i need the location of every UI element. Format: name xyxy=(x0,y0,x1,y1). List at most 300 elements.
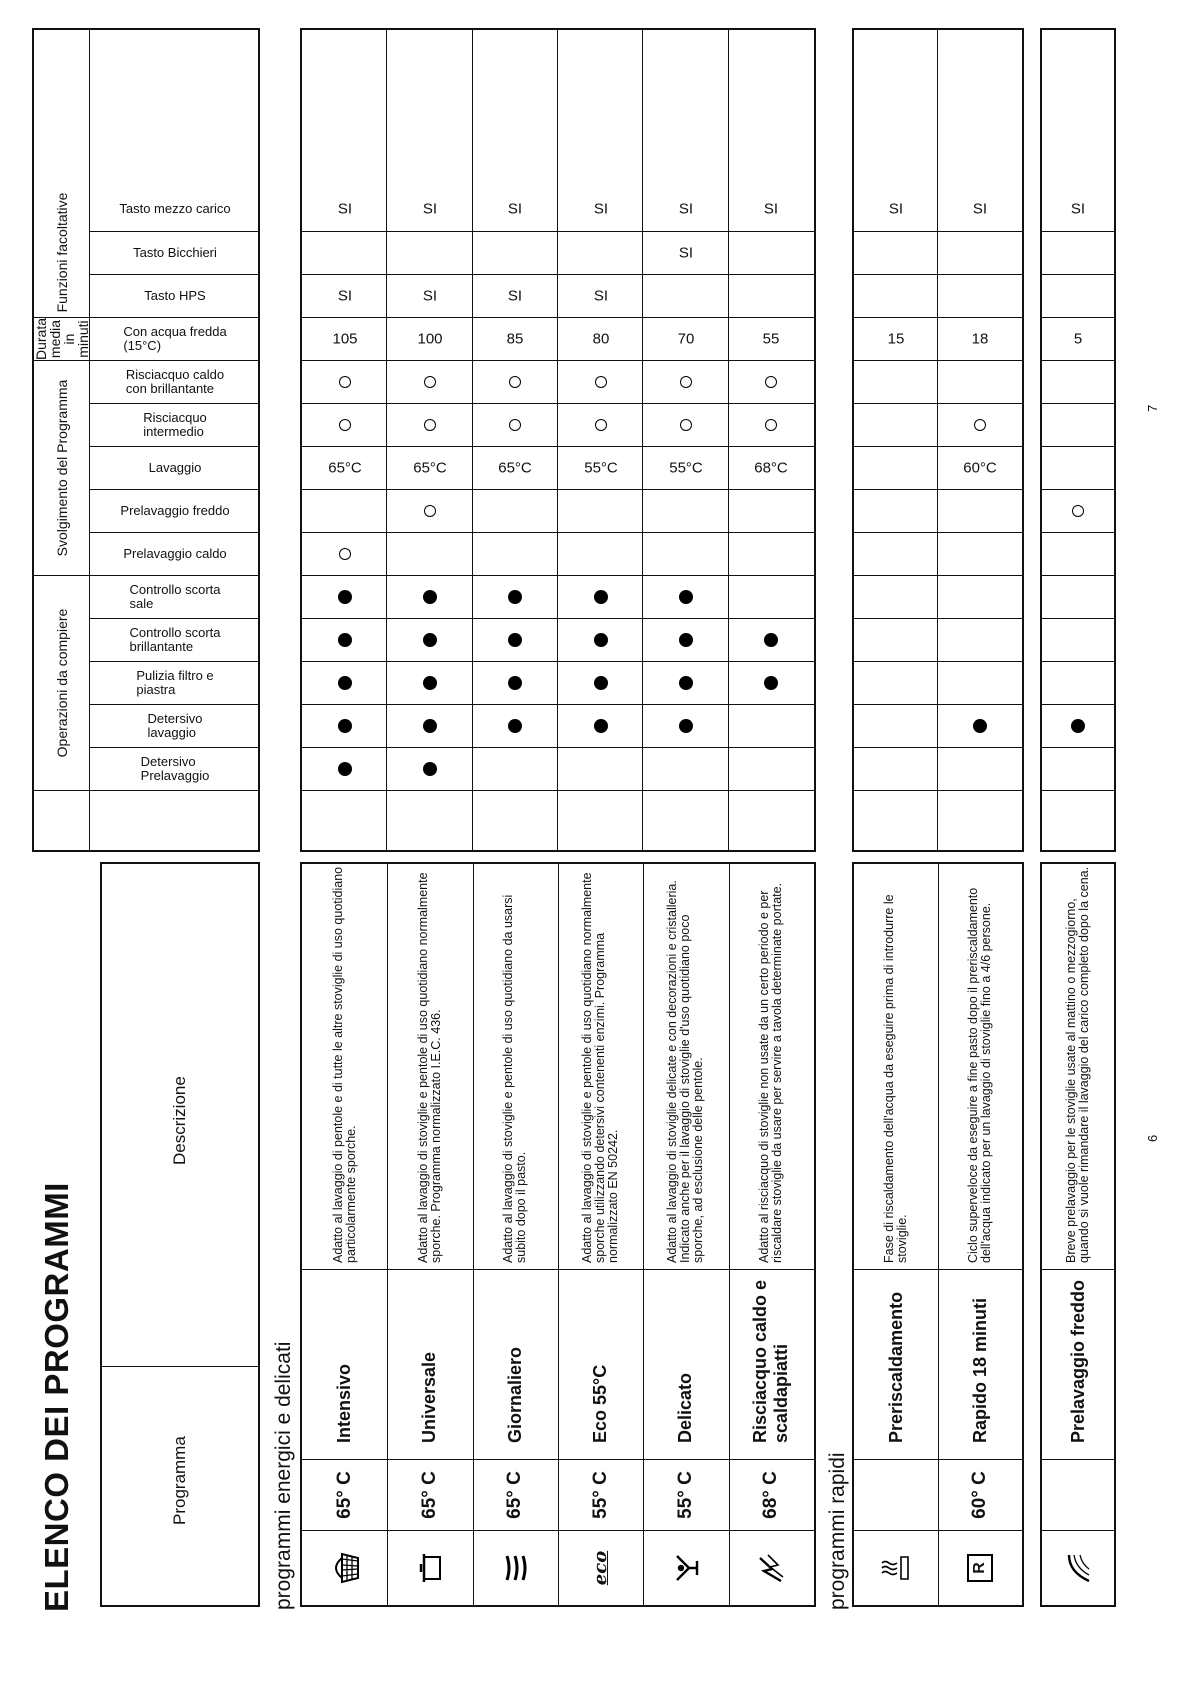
grid-cell xyxy=(643,618,728,661)
grid-cell-value: SI xyxy=(508,201,523,218)
grid-cell xyxy=(387,575,472,618)
section-title-energici: programmi energici e delicati xyxy=(272,1341,295,1610)
grid-cell xyxy=(387,317,472,360)
grid-cell-value: SI xyxy=(972,201,988,218)
grid-cell xyxy=(854,274,938,317)
grid-blank-cell xyxy=(1042,790,1114,850)
grid-cell xyxy=(473,446,558,489)
open-circle-icon xyxy=(424,376,436,388)
program-name: Delicato xyxy=(675,1372,696,1443)
grid-cell xyxy=(854,403,938,446)
grid-cell xyxy=(643,274,728,317)
grid-cell xyxy=(854,532,938,575)
grid-cell-value: SI xyxy=(764,201,779,218)
grid-cell xyxy=(1042,532,1114,575)
glass-icon xyxy=(643,1531,728,1605)
grid-cell xyxy=(643,231,728,274)
grid-cell xyxy=(938,188,1022,231)
grid-blank-cell xyxy=(938,790,1022,850)
grid-cell xyxy=(938,575,1022,618)
grid-cell-value: 105 xyxy=(332,330,358,348)
grid-blank-cell xyxy=(729,790,814,850)
program-name: Risciacquo caldo e scaldapiatti xyxy=(750,1279,792,1443)
filled-dot-icon xyxy=(679,633,693,647)
grid-cell xyxy=(643,532,728,575)
program-temperature: 55° C xyxy=(643,1459,728,1531)
grid-cell xyxy=(1042,403,1114,446)
filled-dot-icon xyxy=(764,633,778,647)
grid-cell xyxy=(387,747,472,790)
preheat-icon xyxy=(854,1531,938,1605)
header-blank-col xyxy=(89,790,260,850)
program-description: Adatto al lavaggio di stoviglie e pentole di uso quotidiano normalmente sporche. Programma normalizzato I.E.C. 436. xyxy=(387,860,472,1270)
grid-row xyxy=(729,30,814,850)
grid-cell xyxy=(854,360,938,403)
grid-cell xyxy=(558,661,643,704)
grid-cell xyxy=(1042,274,1114,317)
column-header xyxy=(89,317,260,360)
program-temperature: 65° C xyxy=(473,1459,558,1531)
filled-dot-icon xyxy=(338,676,352,690)
program-temperature xyxy=(1042,1459,1114,1531)
grid-cell xyxy=(854,188,938,231)
grid-cell-value: SI xyxy=(337,287,352,305)
header-group: Durata media in minuti xyxy=(32,317,91,361)
grid-cell xyxy=(473,661,558,704)
grid-cell xyxy=(854,618,938,661)
grid-cell xyxy=(558,231,643,274)
program-temperature: 65° C xyxy=(302,1459,387,1531)
grid-cell xyxy=(643,704,728,747)
filled-dot-icon xyxy=(594,590,608,604)
grid-cell xyxy=(302,403,387,446)
filled-dot-icon xyxy=(338,633,352,647)
filled-dot-icon xyxy=(764,676,778,690)
column-header xyxy=(89,618,260,661)
grid-cell xyxy=(387,489,472,532)
grid-cell-value: SI xyxy=(422,201,438,218)
grid-cell-value: 55°C xyxy=(669,459,703,477)
header-group: Operazioni da compiere xyxy=(34,575,89,790)
grid-cell xyxy=(473,317,558,360)
open-circle-icon xyxy=(509,419,521,431)
grid-cell-value: 55°C xyxy=(583,459,618,477)
grid-cell xyxy=(854,446,938,489)
grid-cell xyxy=(387,446,472,489)
program-description: Adatto al lavaggio di pentole e di tutte le altre stoviglie di uso quotidiano particolarmente sporche. xyxy=(302,860,387,1270)
grid-cell-value: SI xyxy=(337,201,352,218)
grid-cell xyxy=(302,231,387,274)
grid-cell xyxy=(938,446,1022,489)
open-circle-icon xyxy=(974,419,986,431)
grid-group-rapidi xyxy=(852,28,1024,852)
grid-cell xyxy=(473,575,558,618)
waves-icon xyxy=(473,1531,558,1605)
filled-dot-icon xyxy=(508,676,522,690)
grid-blank-cell xyxy=(558,790,643,850)
grid-cell-value: SI xyxy=(678,244,694,262)
grid-cell xyxy=(729,231,814,274)
grid-cell xyxy=(473,704,558,747)
grid-cell xyxy=(387,704,472,747)
grid-cell xyxy=(558,188,643,231)
eco-icon xyxy=(558,1531,643,1605)
page-title: ELENCO DEI PROGRAMMI xyxy=(38,1182,75,1612)
section-title-rapidi: programmi rapidi xyxy=(826,1452,849,1610)
filled-dot-icon xyxy=(338,762,352,776)
grid-cell xyxy=(854,747,938,790)
open-circle-icon xyxy=(339,548,351,560)
grid-cell xyxy=(729,489,814,532)
grid-cell xyxy=(1042,704,1114,747)
grid-cell xyxy=(729,661,814,704)
grid-cell-value: 65°C xyxy=(498,459,533,477)
grid-cell xyxy=(729,403,814,446)
grid-cell-value: SI xyxy=(678,201,694,218)
column-header xyxy=(89,575,260,618)
filled-dot-icon xyxy=(594,676,608,690)
grid-cell xyxy=(854,575,938,618)
column-header xyxy=(89,188,260,231)
grid-cell xyxy=(302,575,387,618)
grid-cell xyxy=(643,446,728,489)
program-temperature: 65° C xyxy=(387,1459,472,1531)
grid-cell-value: SI xyxy=(593,287,608,305)
column-header xyxy=(89,446,260,489)
program-description: Adatto al lavaggio di stoviglie e pentole di uso quotidiano normalmente sporche utilizzando detersivi contenenti enzimi. Programma normalizzato EN 50242. xyxy=(558,860,643,1270)
program-group-rapidi xyxy=(852,862,1024,1607)
program-temperature xyxy=(854,1459,938,1531)
filled-dot-icon xyxy=(594,719,608,733)
grid-cell-value: 60°C xyxy=(963,459,997,477)
filled-dot-icon xyxy=(679,590,693,604)
grid-row xyxy=(387,30,472,850)
grid-cell xyxy=(302,274,387,317)
grid-cell-value: 68°C xyxy=(754,459,789,477)
open-circle-icon xyxy=(680,376,692,388)
grid-cell xyxy=(558,575,643,618)
column-header xyxy=(89,704,260,747)
open-circle-icon xyxy=(765,419,777,431)
open-circle-icon xyxy=(424,419,436,431)
grid-cell xyxy=(473,489,558,532)
filled-dot-icon xyxy=(508,719,522,733)
column-header xyxy=(89,274,260,317)
grid-blank-cell xyxy=(643,790,728,850)
grid-row xyxy=(854,30,938,850)
filled-dot-icon xyxy=(423,633,437,647)
header-blank-cell xyxy=(34,790,89,850)
grid-cell xyxy=(473,403,558,446)
shower-icon xyxy=(1042,1531,1114,1605)
grid-cell-value: SI xyxy=(593,201,608,218)
grid-blank-cell xyxy=(302,790,387,850)
grid-cell-value: 15 xyxy=(887,330,905,348)
right-header xyxy=(32,28,260,852)
program-row xyxy=(387,864,473,1605)
program-description: Adatto al risciacquo di stoviglie non usate da un certo periodo e per riscaldare stoviglie da usare per servire a tavola determinate portate. xyxy=(729,860,814,1270)
column-header xyxy=(89,403,260,446)
grid-cell xyxy=(1042,446,1114,489)
grid-cell-value: 80 xyxy=(592,330,609,348)
open-circle-icon xyxy=(680,419,692,431)
filled-dot-icon xyxy=(423,676,437,690)
column-header xyxy=(89,231,260,274)
grid-cell xyxy=(387,274,472,317)
grid-cell-value: SI xyxy=(888,201,904,218)
grid-cell xyxy=(302,446,387,489)
column-header-label: Detersivo Prelavaggio xyxy=(140,754,209,783)
grid-row xyxy=(643,30,728,850)
filled-dot-icon xyxy=(1071,719,1085,733)
grid-cell xyxy=(473,188,558,231)
program-group-freddo xyxy=(1040,862,1116,1607)
program-row xyxy=(854,864,939,1605)
program-row xyxy=(938,864,1022,1605)
grid-cell xyxy=(1042,575,1114,618)
page-number-left: 6 xyxy=(1145,1134,1160,1142)
grid-cell-value: 100 xyxy=(417,330,443,348)
grid-cell xyxy=(643,747,728,790)
grid-row xyxy=(558,30,643,850)
open-circle-icon xyxy=(509,376,521,388)
grid-cell xyxy=(643,489,728,532)
program-row xyxy=(1042,864,1114,1605)
filled-dot-icon xyxy=(338,719,352,733)
column-header xyxy=(89,532,260,575)
grid-row xyxy=(473,30,558,850)
header-programma: Programma xyxy=(170,1436,189,1525)
grid-cell xyxy=(729,532,814,575)
grid-cell xyxy=(1042,231,1114,274)
basket-icon xyxy=(302,1531,387,1605)
grid-cell xyxy=(938,231,1022,274)
grid-cell xyxy=(729,446,814,489)
grid-cell xyxy=(473,532,558,575)
filled-dot-icon xyxy=(679,676,693,690)
grid-cell xyxy=(1042,747,1114,790)
program-name: Intensivo xyxy=(334,1363,355,1443)
grid-cell xyxy=(729,747,814,790)
grid-blank-cell xyxy=(854,790,938,850)
column-header xyxy=(89,661,260,704)
grid-cell xyxy=(854,661,938,704)
grid-cell xyxy=(729,274,814,317)
grid-cell xyxy=(643,360,728,403)
grid-cell-value: 18 xyxy=(971,330,989,348)
grid-cell xyxy=(302,360,387,403)
grid-cell xyxy=(558,489,643,532)
grid-cell xyxy=(938,704,1022,747)
grid-cell xyxy=(643,661,728,704)
open-circle-icon xyxy=(595,376,607,388)
filled-dot-icon xyxy=(423,762,437,776)
grid-cell xyxy=(473,618,558,661)
column-header-label: Lavaggio xyxy=(148,460,201,475)
grid-cell xyxy=(938,489,1022,532)
filled-dot-icon xyxy=(508,590,522,604)
grid-cell xyxy=(473,274,558,317)
filled-dot-icon xyxy=(594,633,608,647)
grid-cell-value: 65°C xyxy=(413,459,447,477)
program-name: Eco 55°C xyxy=(590,1364,611,1443)
filled-dot-icon xyxy=(423,719,437,733)
grid-cell xyxy=(1042,317,1114,360)
column-header-label: Detersivo lavaggio xyxy=(147,711,202,740)
grid-cell xyxy=(938,274,1022,317)
column-header-label: Prelavaggio caldo xyxy=(122,546,227,561)
grid-cell xyxy=(558,317,643,360)
grid-cell xyxy=(473,747,558,790)
column-header-label: Pulizia filtro e piastra xyxy=(135,668,214,697)
grid-group-energici xyxy=(300,28,816,852)
grid-cell xyxy=(387,661,472,704)
grid-cell xyxy=(729,575,814,618)
program-icon-text: R xyxy=(967,1554,993,1582)
open-circle-icon xyxy=(424,505,436,517)
column-header-label: Prelavaggio freddo xyxy=(119,503,230,518)
column-header xyxy=(89,489,260,532)
program-description: Breve prelavaggio per le stoviglie usate al mattino o mezzogiorno, quando si vuole rimandare il lavaggio del carico completo dopo la cena. xyxy=(1042,860,1114,1270)
grid-row xyxy=(1042,30,1114,850)
grid-cell xyxy=(473,360,558,403)
filled-dot-icon xyxy=(508,633,522,647)
grid-cell xyxy=(729,188,814,231)
grid-cell xyxy=(938,747,1022,790)
open-circle-icon xyxy=(339,419,351,431)
open-circle-icon xyxy=(1072,505,1084,517)
page-number-right: 7 xyxy=(1145,404,1160,412)
filled-dot-icon xyxy=(423,590,437,604)
program-name: Preriscaldamento xyxy=(885,1291,906,1443)
grid-cell xyxy=(387,532,472,575)
grid-cell xyxy=(387,618,472,661)
grid-cell xyxy=(302,489,387,532)
grid-cell xyxy=(854,489,938,532)
grid-cell-value: 70 xyxy=(677,330,695,348)
program-description: Ciclo superveloce da eseguire a fine pasto dopo il preriscaldamento dell'acqua indicato per un lavaggio di stoviglie fino a 4/6 persone. xyxy=(938,860,1022,1270)
grid-cell xyxy=(643,403,728,446)
open-circle-icon xyxy=(339,376,351,388)
grid-cell xyxy=(729,317,814,360)
column-header xyxy=(89,360,260,403)
grid-cell xyxy=(938,360,1022,403)
filled-dot-icon xyxy=(338,590,352,604)
column-header-label: Controllo scorta sale xyxy=(128,582,221,611)
program-name: Universale xyxy=(419,1351,440,1443)
grid-cell-value: SI xyxy=(1070,201,1086,218)
grid-cell xyxy=(302,661,387,704)
grid-cell-value: SI xyxy=(422,287,438,305)
grid-cell xyxy=(1042,489,1114,532)
grid-cell xyxy=(938,317,1022,360)
filled-dot-icon xyxy=(679,719,693,733)
grid-cell-value: 5 xyxy=(1073,330,1083,348)
open-circle-icon xyxy=(595,419,607,431)
program-row xyxy=(473,864,559,1605)
grid-cell xyxy=(729,360,814,403)
pot-icon xyxy=(387,1531,472,1605)
grid-cell xyxy=(302,532,387,575)
program-row xyxy=(558,864,644,1605)
program-row xyxy=(729,864,814,1605)
grid-cell xyxy=(938,661,1022,704)
grid-cell xyxy=(302,618,387,661)
grid-cell-value: SI xyxy=(508,287,523,305)
grid-cell xyxy=(558,360,643,403)
grid-blank-cell xyxy=(473,790,558,850)
grid-cell xyxy=(729,704,814,747)
grid-cell xyxy=(558,704,643,747)
grid-cell xyxy=(1042,188,1114,231)
program-description: Adatto al lavaggio di stoviglie delicate e con decorazioni e cristalleria. Indicato anche per il lavaggio di stoviglie d'uso quotidiano poco sporche, ad esclusione delle pentole. xyxy=(643,860,728,1270)
grid-cell xyxy=(302,747,387,790)
program-row xyxy=(302,864,388,1605)
grid-cell-value: 65°C xyxy=(327,459,362,477)
open-circle-icon xyxy=(765,376,777,388)
grid-cell xyxy=(938,403,1022,446)
header-group: Funzioni facoltative xyxy=(53,192,70,313)
column-header-label: Con acqua fredda (15°C) xyxy=(122,324,227,353)
grid-cell xyxy=(558,403,643,446)
grid-cell xyxy=(643,317,728,360)
grid-cell xyxy=(558,618,643,661)
grid-cell xyxy=(558,446,643,489)
program-icon-text: eco xyxy=(590,1550,612,1586)
program-row xyxy=(643,864,729,1605)
program-name: Giornaliero xyxy=(504,1346,525,1443)
grid-cell xyxy=(938,532,1022,575)
left-header xyxy=(100,862,260,1607)
grid-cell xyxy=(1042,618,1114,661)
column-header-label: Tasto HPS xyxy=(143,288,206,303)
grid-row xyxy=(938,30,1022,850)
grid-cell xyxy=(387,188,472,231)
grid-cell xyxy=(1042,661,1114,704)
grid-cell xyxy=(729,618,814,661)
header-descrizione: Descrizione xyxy=(170,1076,189,1165)
filled-dot-icon xyxy=(973,719,987,733)
grid-cell-value: 55 xyxy=(762,330,780,348)
grid-cell xyxy=(854,317,938,360)
column-header xyxy=(89,747,260,790)
rapid-icon xyxy=(938,1531,1022,1605)
grid-group-freddo xyxy=(1040,28,1116,852)
grid-cell xyxy=(854,704,938,747)
program-temperature: 60° C xyxy=(938,1459,1022,1531)
program-temperature: 68° C xyxy=(729,1459,814,1531)
grid-cell xyxy=(643,188,728,231)
rinse-icon xyxy=(729,1531,814,1605)
grid-cell xyxy=(387,403,472,446)
column-header-label: Controllo scorta brillantante xyxy=(128,625,221,654)
program-description: Adatto al lavaggio di stoviglie e pentole di uso quotidiano da usarsi subito dopo il pasto. xyxy=(473,860,558,1270)
grid-blank-cell xyxy=(387,790,472,850)
grid-cell xyxy=(854,231,938,274)
program-description: Fase di riscaldamento dell'acqua da eseguire prima di introdurre le stoviglie. xyxy=(854,860,938,1270)
grid-row xyxy=(302,30,387,850)
column-header-label: Tasto Bicchieri xyxy=(132,245,217,260)
column-header-label: Risciacquo caldo con brillantante xyxy=(125,367,224,396)
grid-cell xyxy=(302,317,387,360)
grid-cell-value: 85 xyxy=(506,330,524,348)
grid-cell xyxy=(1042,360,1114,403)
program-name: Rapido 18 minuti xyxy=(969,1297,990,1443)
grid-cell xyxy=(643,575,728,618)
grid-cell xyxy=(558,274,643,317)
grid-cell xyxy=(302,704,387,747)
header-group: Svolgimento del Programma xyxy=(34,360,89,575)
